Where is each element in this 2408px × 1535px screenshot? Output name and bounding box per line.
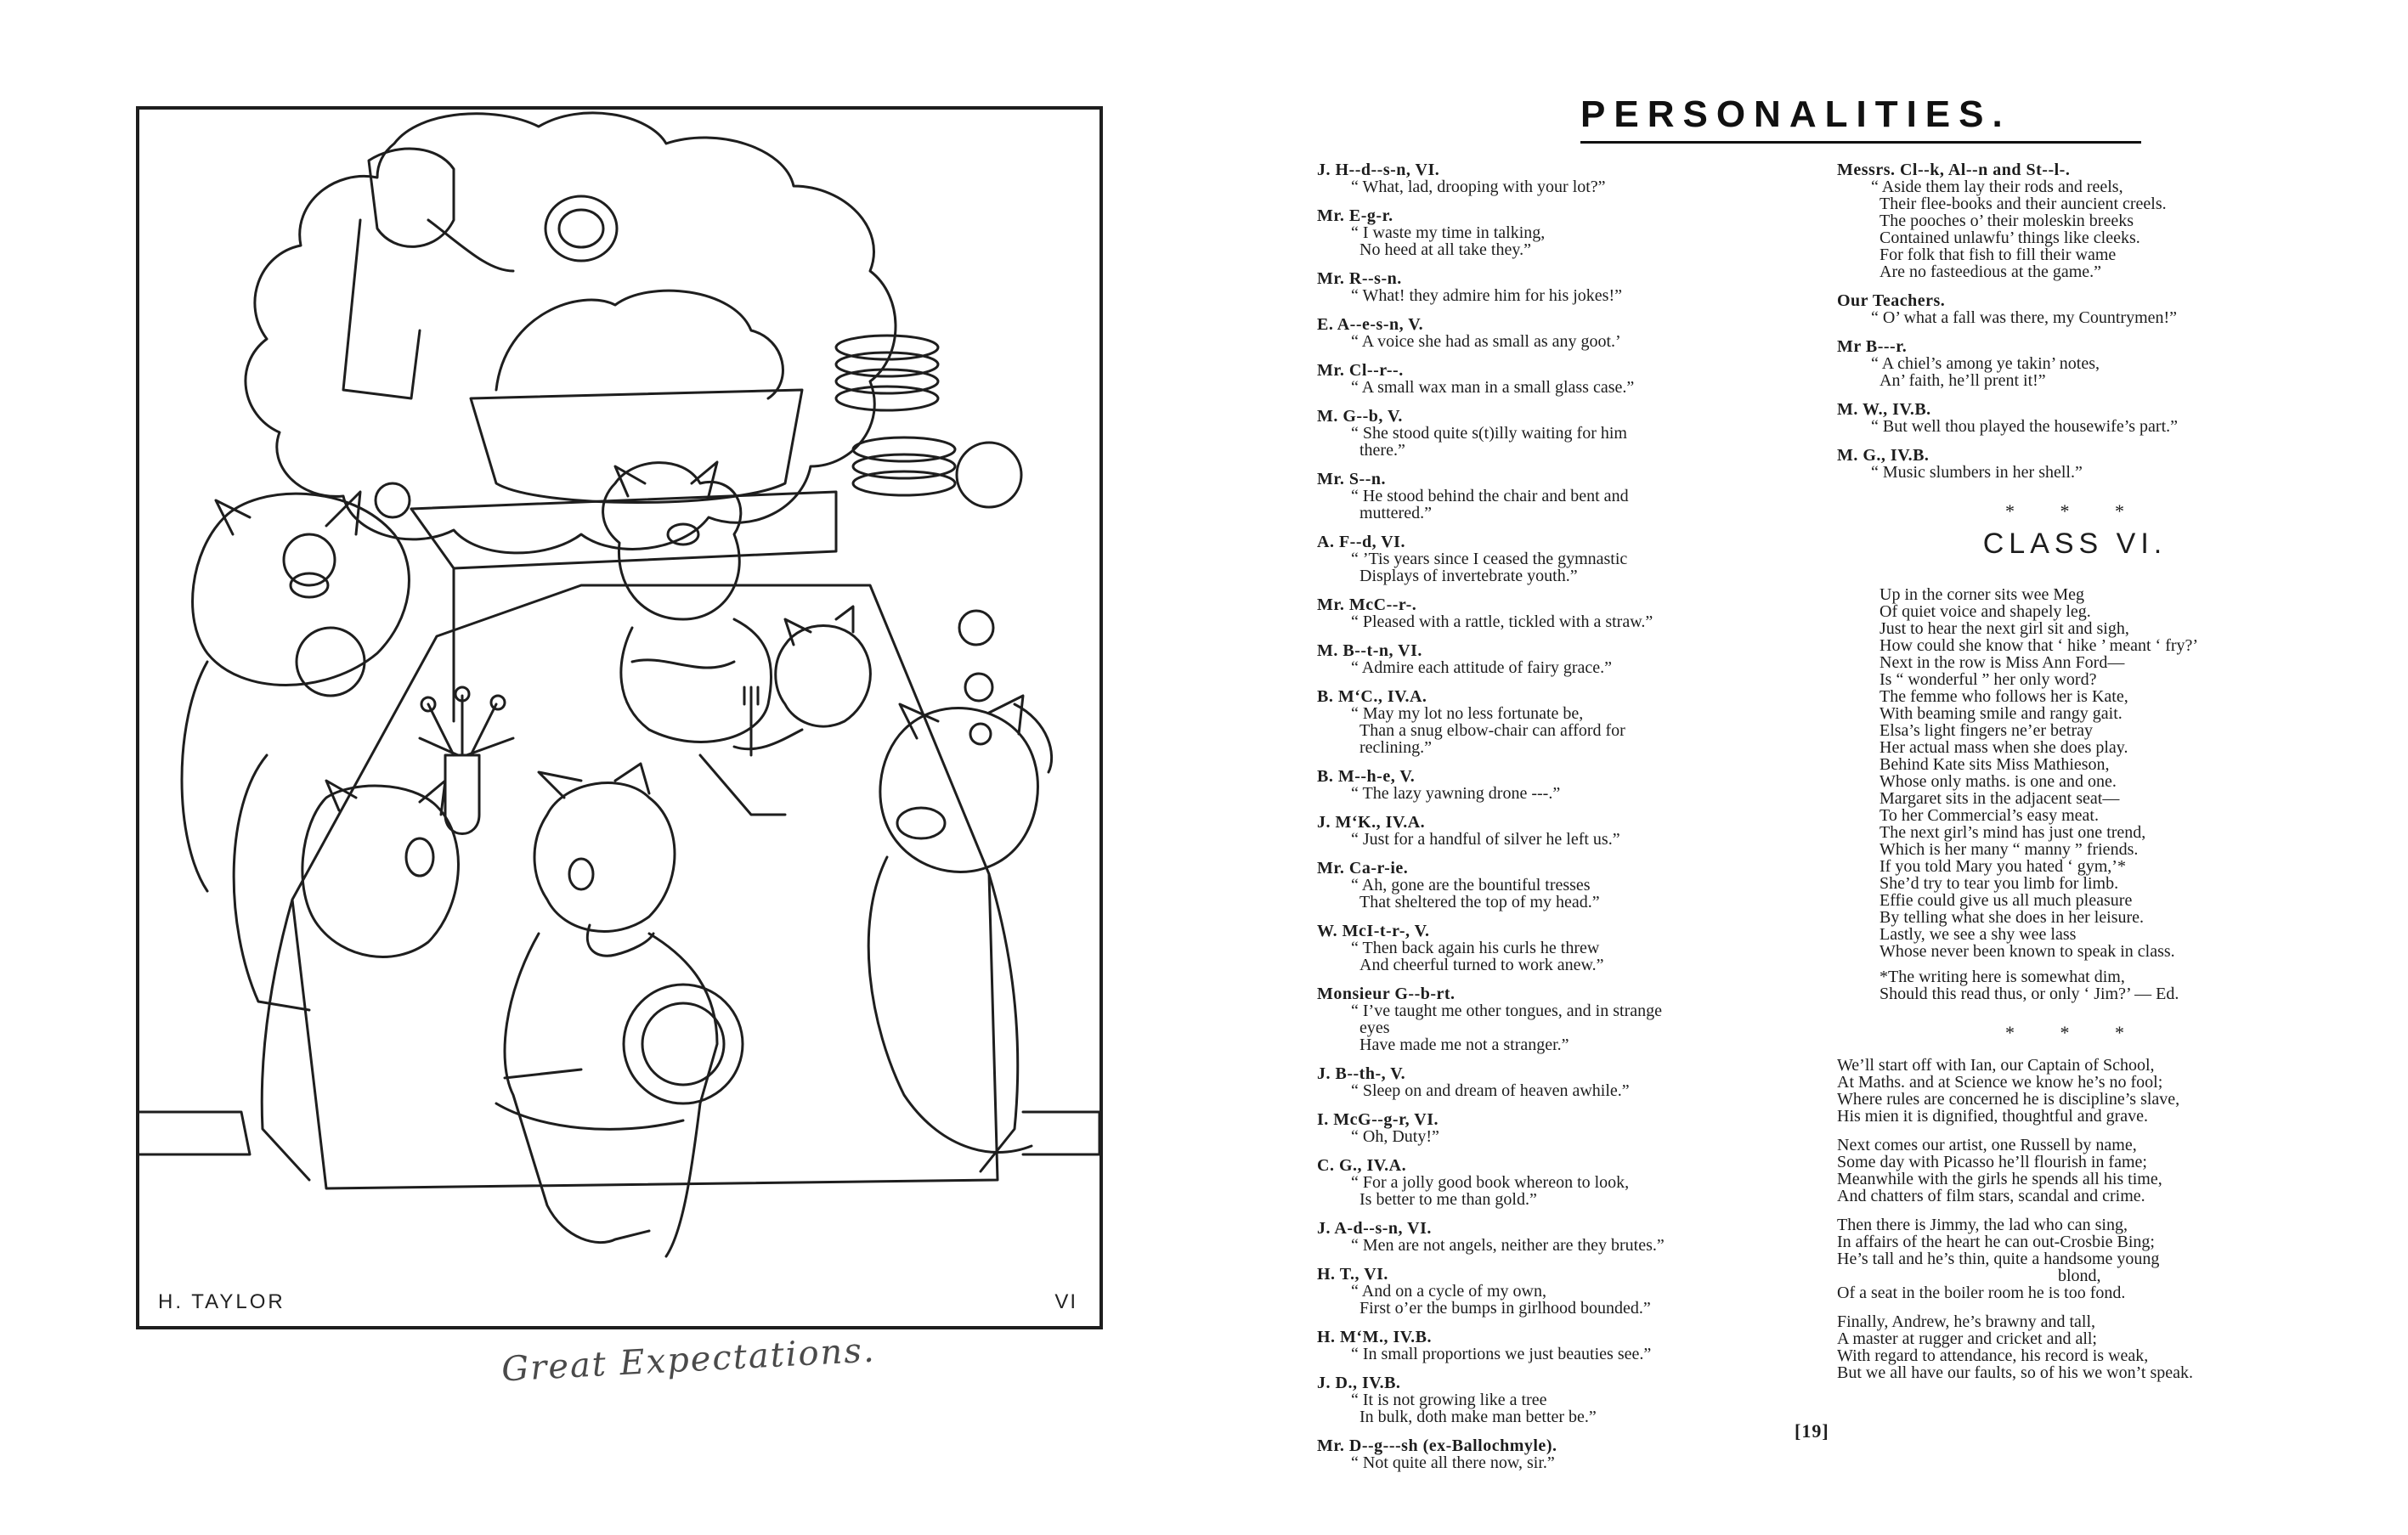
personality-name: J. A-d--s-n, VI. — [1317, 1219, 1432, 1238]
poem-line: Behind Kate sits Miss Mathieson, — [1879, 755, 2110, 774]
personality-name: A. F--d, VI. — [1317, 533, 1405, 551]
poem-line: Effie could give us all much pleasure — [1879, 891, 2133, 910]
personality-entry — [1317, 985, 1793, 1053]
personalities-left-column — [1317, 161, 1793, 1483]
quote-line: “ Ah, gone are the bountiful tresses — [1351, 876, 1591, 894]
personality-name: I. McG--g-r, VI. — [1317, 1110, 1439, 1129]
verse-line: In affairs of the heart he can out-Crosbie Bing; — [1837, 1233, 2155, 1251]
personality-name: M. G--b, V. — [1317, 407, 1403, 426]
quote-line: “ I’ve taught me other tongues, and in strange — [1351, 1002, 1662, 1020]
quote-line: “ Then back again his curls he threw — [1351, 939, 1600, 957]
personality-entry — [1317, 207, 1793, 258]
personality-entry — [1317, 1437, 1793, 1471]
quote-line: Have made me not a stranger.” — [1359, 1036, 1569, 1054]
quote-line: Displays of invertebrate youth.” — [1359, 567, 1578, 585]
personality-entry — [1317, 768, 1793, 802]
quote-line: “ Aside them lay their rods and reels, — [1871, 178, 2123, 196]
quote-line: “ ’Tis years since I ceased the gymnastic — [1351, 550, 1628, 568]
poem-line: Up in the corner sits wee Meg — [1879, 585, 2085, 604]
verse-line: His mien it is dignified, thoughtful and grave. — [1837, 1107, 2149, 1126]
boys-verses — [1837, 1057, 2313, 1381]
quote-line: “ I waste my time in talking, — [1351, 223, 1546, 242]
verse-line: At Maths. and at Science we know he’s no fool; — [1837, 1073, 2163, 1092]
quote-line: “ Not quite all there now, sir.” — [1351, 1453, 1555, 1472]
personality-name: J. M‘K., IV.A. — [1317, 813, 1426, 832]
class-vi-title: CLASS VI. — [1982, 528, 2168, 560]
personality-entry — [1317, 1111, 1793, 1145]
quote-line: “ Oh, Duty!” — [1351, 1127, 1439, 1146]
verse — [1837, 1057, 2313, 1125]
quote-line: “ A voice she had as small as any goot.’ — [1351, 332, 1621, 351]
personality-entry — [1317, 1157, 1793, 1208]
personality-entry — [1317, 362, 1793, 396]
great-expectations-drawing — [139, 110, 1099, 1326]
poem-line: With beaming smile and rangy gait. — [1879, 704, 2123, 723]
personality-entry — [1317, 814, 1793, 848]
text-page — [1275, 0, 2408, 1535]
poem-line: Of quiet voice and shapely leg. — [1879, 602, 2091, 621]
personality-entry — [1317, 161, 1793, 195]
personality-name: Mr. McC--r-. — [1317, 595, 1417, 614]
personality-entry — [1837, 447, 2313, 481]
quote-line: “ What! they admire him for his jokes!” — [1351, 286, 1622, 305]
quote-line: “ What, lad, drooping with your lot?” — [1351, 178, 1606, 196]
editor-note — [1837, 968, 2313, 1002]
poem-line: Next in the row is Miss Ann Ford— — [1879, 653, 2125, 672]
quote-line: “ A chiel’s among ye takin’ notes, — [1871, 354, 2100, 373]
quote-line: “ It is not growing like a tree — [1351, 1391, 1547, 1409]
quote-line: “ She stood quite s(t)illy waiting for him — [1351, 424, 1627, 443]
quote-line: “ Men are not angels, neither are they brutes.” — [1351, 1236, 1665, 1255]
class-poem — [1837, 586, 2313, 960]
quote-line: Are no fasteedious at the game.” — [1879, 262, 2102, 281]
verse-line: Then there is Jimmy, the lad who can sing, — [1837, 1216, 2128, 1234]
personality-entry — [1837, 161, 2313, 280]
poem-line: To her Commercial’s easy meat. — [1879, 806, 2099, 825]
poem-line: Which is her many “ manny ” friends. — [1879, 840, 2139, 859]
personality-name: B. M‘C., IV.A. — [1317, 687, 1427, 706]
quote-line: And cheerful turned to work anew.” — [1359, 956, 1604, 974]
personality-name: J. H--d--s-n, VI. — [1317, 161, 1440, 179]
verse-line: And chatters of film stars, scandal and crime. — [1837, 1187, 2145, 1205]
personality-name: J. B--th-, V. — [1317, 1064, 1406, 1083]
verse-line: Where rules are concerned he is discipline’s slave, — [1837, 1090, 2180, 1109]
quote-line: Their flee-books and their auncient creels. — [1879, 195, 2167, 213]
poem-line: Margaret sits in the adjacent seat— — [1879, 789, 2120, 808]
personality-entry — [1317, 642, 1793, 676]
verse-line: Of a seat in the boiler room he is too fond. — [1837, 1284, 2126, 1302]
section-divider-stars-2: * * * — [2005, 1022, 2145, 1043]
quote-line: eyes — [1359, 1019, 1390, 1037]
verse-line: blond, — [2058, 1267, 2101, 1285]
quote-line: muttered.” — [1359, 504, 1432, 522]
quote-line: No heed at all take they.” — [1359, 240, 1531, 259]
poem-line: By telling what she does in her leisure. — [1879, 908, 2145, 927]
quote-line: “ A small wax man in a small glass case.” — [1351, 378, 1635, 397]
verse — [1837, 1137, 2313, 1205]
poem-line: Just to hear the next girl sit and sigh, — [1879, 619, 2129, 638]
personality-name: J. D., IV.B. — [1317, 1374, 1401, 1392]
verse-line: But we all have our faults, so of his we won’t speak. — [1837, 1363, 2193, 1382]
poem-line: Is “ wonderful ” her only word? — [1879, 670, 2097, 689]
personality-name: M. B--t-n, VI. — [1317, 641, 1422, 660]
personality-entry — [1317, 408, 1793, 459]
poem-line: Whose never been known to speak in class. — [1879, 942, 2175, 961]
personality-name: M. W., IV.B. — [1837, 400, 1931, 419]
poem-line: The femme who follows her is Kate, — [1879, 687, 2128, 706]
quote-line: reclining.” — [1359, 738, 1432, 757]
personality-entry — [1317, 316, 1793, 350]
quote-line: The pooches o’ their moleskin breeks — [1879, 212, 2134, 230]
poem-line: Whose only maths. is one and one. — [1879, 772, 2117, 791]
personality-name: M. G., IV.B. — [1837, 446, 1930, 465]
personality-name: Mr. D--g---sh (ex-Ballochmyle). — [1317, 1436, 1557, 1455]
personality-name: H. T., VI. — [1317, 1265, 1388, 1284]
personality-name: Messrs. Cl--k, Al--n and St--l-. — [1837, 161, 2071, 179]
quote-line: First o’er the bumps in girlhood bounded.” — [1359, 1299, 1651, 1318]
personality-name: Mr. E-g-r. — [1317, 206, 1393, 225]
quote-line: “ In small proportions we just beauties see.” — [1351, 1345, 1652, 1363]
poem-line: The next girl’s mind has just one trend, — [1879, 823, 2146, 842]
poem-line: How could she know that ‘ hike ’ meant ‘ fry?’ — [1879, 636, 2199, 655]
personality-entry — [1317, 1329, 1793, 1363]
personality-entry — [1317, 688, 1793, 756]
illustration-caption: Great Expectations. — [500, 1330, 877, 1390]
personality-entry — [1317, 270, 1793, 304]
poem-line: She’d try to tear you limb for limb. — [1879, 874, 2119, 893]
artist-signature: H. TAYLOR — [158, 1290, 285, 1313]
personality-entry — [1317, 1374, 1793, 1425]
quote-line: “ Just for a handful of silver he left us.” — [1351, 830, 1620, 849]
personality-name: H. M‘M., IV.B. — [1317, 1328, 1432, 1346]
heading-underline — [1580, 141, 2141, 144]
personality-name: Mr. R--s-n. — [1317, 269, 1402, 288]
quote-line: “ He stood behind the chair and bent and — [1351, 487, 1629, 505]
quote-line: “ The lazy yawning drone ---.” — [1351, 784, 1561, 803]
quote-line: “ May my lot no less fortunate be, — [1351, 704, 1584, 723]
class-signature: VI — [1054, 1290, 1077, 1313]
personality-entry — [1317, 923, 1793, 973]
poem-line: Lastly, we see a shy wee lass — [1879, 925, 2077, 944]
page-number: [19] — [1795, 1420, 1829, 1442]
verse — [1837, 1216, 2313, 1301]
quote-line: “ And on a cycle of my own, — [1351, 1282, 1546, 1301]
quote-line: “ O’ what a fall was there, my Countrymen!” — [1871, 308, 2178, 327]
personality-entry — [1317, 1220, 1793, 1254]
note-line: Should this read thus, or only ‘ Jim?’ — Ed. — [1879, 985, 2179, 1003]
personality-entry — [1317, 860, 1793, 911]
right-entries — [1837, 161, 2313, 481]
personality-entry — [1317, 533, 1793, 584]
quote-line: That sheltered the top of my head.” — [1359, 893, 1600, 911]
quote-line: “ But well thou played the housewife’s part.” — [1871, 417, 2179, 436]
quote-line: “ For a jolly good book whereon to look, — [1351, 1173, 1630, 1192]
personality-name: C. G., IV.A. — [1317, 1156, 1407, 1175]
note-line: *The writing here is somewhat dim, — [1879, 968, 2125, 986]
personality-entry — [1317, 1065, 1793, 1099]
quote-line: “ Music slumbers in her shell.” — [1871, 463, 2083, 482]
verse-line: Finally, Andrew, he’s brawny and tall, — [1837, 1312, 2096, 1331]
personality-name: Mr. S--n. — [1317, 470, 1386, 488]
personality-entry — [1317, 471, 1793, 522]
verse-line: Next comes our artist, one Russell by name, — [1837, 1136, 2137, 1154]
section-divider-stars: * * * — [2005, 500, 2145, 522]
personality-name: E. A--e-s-n, V. — [1317, 315, 1424, 334]
personality-entry — [1837, 338, 2313, 389]
personality-entry — [1837, 292, 2313, 326]
quote-line: Than a snug elbow-chair can afford for — [1359, 721, 1625, 740]
quote-line: For folk that fish to fill their wame — [1879, 245, 2117, 264]
personality-entry — [1317, 1266, 1793, 1317]
personalities-right-column — [1837, 161, 2313, 1393]
verse-line: A master at rugger and cricket and all; — [1837, 1329, 2097, 1348]
personality-name: Mr. Cl--r--. — [1317, 361, 1404, 380]
poem-line: If you told Mary you hated ‘ gym,’* — [1879, 857, 2126, 876]
quote-line: “ Pleased with a rattle, tickled with a straw.” — [1351, 612, 1653, 631]
poem-line: Elsa’s light fingers ne’er betray — [1879, 721, 2094, 740]
verse — [1837, 1313, 2313, 1381]
verse-line: Some day with Picasso he’ll flourish in fame; — [1837, 1153, 2147, 1171]
page-heading: PERSONALITIES. — [1580, 93, 2011, 135]
quote-line: Is better to me than gold.” — [1359, 1190, 1537, 1209]
personality-name: B. M--h-e, V. — [1317, 767, 1416, 786]
personality-name: Mr. Ca-r-ie. — [1317, 859, 1409, 878]
quote-line: In bulk, doth make man better be.” — [1359, 1408, 1597, 1426]
personality-name: Our Teachers. — [1837, 291, 1946, 310]
verse-line: Meanwhile with the girls he spends all his time, — [1837, 1170, 2162, 1188]
personality-name: W. McI-t-r-, V. — [1317, 922, 1430, 940]
quote-line: there.” — [1359, 441, 1405, 460]
verse-line: He’s tall and he’s thin, quite a handsome young — [1837, 1250, 2160, 1268]
verse-line: We’ll start off with Ian, our Captain of School, — [1837, 1056, 2155, 1075]
verse-line: With regard to attendance, his record is weak, — [1837, 1346, 2149, 1365]
poem-line: Her actual mass when she does play. — [1879, 738, 2128, 757]
personality-entry — [1317, 596, 1793, 630]
personality-name: Monsieur G--b-rt. — [1317, 985, 1456, 1003]
quote-line: “ Sleep on and dream of heaven awhile.” — [1351, 1081, 1630, 1100]
personality-name: Mr B---r. — [1837, 337, 1908, 356]
quote-line: Contained unlawfu’ things like cleeks. — [1879, 229, 2140, 247]
illustration-frame — [136, 106, 1103, 1329]
quote-line: An’ faith, he’ll prent it!” — [1879, 371, 2046, 390]
quote-line: “ Admire each attitude of fairy grace.” — [1351, 658, 1613, 677]
personality-entry — [1837, 401, 2313, 435]
